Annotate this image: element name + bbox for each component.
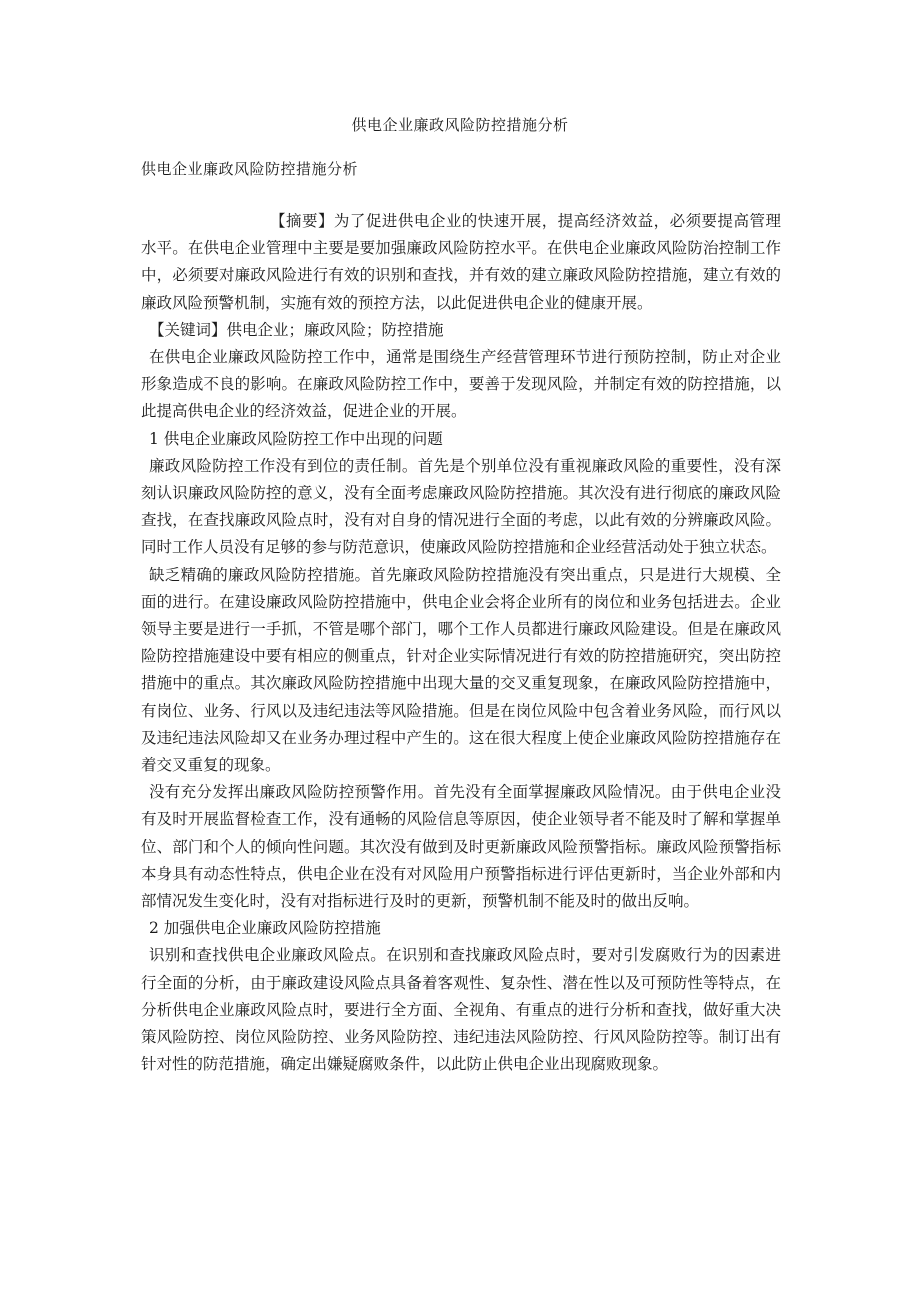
document-body xyxy=(141,208,781,1079)
body-paragraph: 廉政风险防控工作没有到位的责任制。首先是个别单位没有重视廉政风险的重要性，没有深刻认识廉政风险防控的意义，没有全面考虑廉政风险防控措施。其次没有进行彻底的廉政风险查找，在查找廉政风险点时，没有对自身的情况进行全面的考虑，以此有效的分辨廉政风险。同时工作人员没有足够的参与防范意识，使廉政风险防控措施和企业经营活动处于独立状态。 xyxy=(141,456,781,557)
section-heading-1: 1 供电企业廉政风险防控工作中出现的问题 xyxy=(149,429,443,448)
abstract-paragraph: 【摘要】为了促进供电企业的快速开展，提高经济效益，必须要提高管理水平。在供电企业管理中主要是要加强廉政风险防控水平。在供电企业廉政风险防治控制工作中，必须要对廉政风险进行有效的识别和查找，并有效的建立廉政风险防控措施，建立有效的廉政风险预警机制，实施有效的预控方法，以此促进供电企业的健康开展。 xyxy=(141,212,781,312)
body-paragraph: 识别和查找供电企业廉政风险点。在识别和查找廉政风险点时，要对引发腐败行为的因素进行全面的分析，由于廉政建设风险点具备着客观性、复杂性、潜在性以及可预防性等特点，在分析供电企业廉政风险点时，要进行全方面、全视角、有重点的进行分析和查找，做好重大决策风险防控、岗位风险防控、业务风险防控、违纪违法风险防控、行风风险防控等。制订出有针对性的防范措施，确定出嫌疑腐败条件，以此防止供电企业出现腐败现象。 xyxy=(141,946,781,1074)
document-title: 供电企业廉政风险防控措施分析 xyxy=(351,116,569,134)
keywords-paragraph: 【关键词】供电企业；廉政风险；防控措施 xyxy=(149,320,444,339)
body-paragraph: 缺乏精确的廉政风险防控措施。首先廉政风险防控措施没有突出重点，只是进行大规模、全面的进行。在建设廉政风险防控措施中，供电企业会将企业所有的岗位和业务包括进去。企业领导主要是进行一手抓，不管是哪个部门，哪个工作人员都进行廉政风险建设。但是在廉政风险防控措施建设中要有相应的侧重点，针对企业实际情况进行有效的防控措施研究，突出防控措施中的重点。其次廉政风险防控措施中出现大量的交叉重复现象，在廉政风险防控措施中，有岗位、业务、行风以及违纪违法等风险措施。但是在岗位风险中包含着业务风险，而行风以及违纪违法风险却又在业务办理过程中产生的。这在很大程度上使企业廉政风险防控措施存在着交叉重复的现象。 xyxy=(141,565,781,775)
body-paragraph: 没有充分发挥出廉政风险防控预警作用。首先没有全面掌握廉政风险情况。由于供电企业没有及时开展监督检查工作，没有通畅的风险信息等原因，使企业领导者不能及时了解和掌握单位、部门和个人的倾向性问题。其次没有做到及时更新廉政风险预警指标。廉政风险预警指标本身具有动态性特点，供电企业在没有对风险用户预警指标进行评估更新时，当企业外部和内部情况发生变化时，没有对指标进行及时的更新，预警机制不能及时的做出反响。 xyxy=(141,783,781,911)
section-heading-2: 2 加强供电企业廉政风险防控措施 xyxy=(149,919,381,938)
document-subtitle: 供电企业廉政风险防控措施分析 xyxy=(141,160,359,178)
intro-paragraph: 在供电企业廉政风险防控工作中，通常是围绕生产经营管理环节进行预防控制，防止对企业形象造成不良的影响。在廉政风险防控工作中，要善于发现风险，并制定有效的防控措施，以此提高供电企业的经济效益，促进企业的开展。 xyxy=(141,348,781,421)
